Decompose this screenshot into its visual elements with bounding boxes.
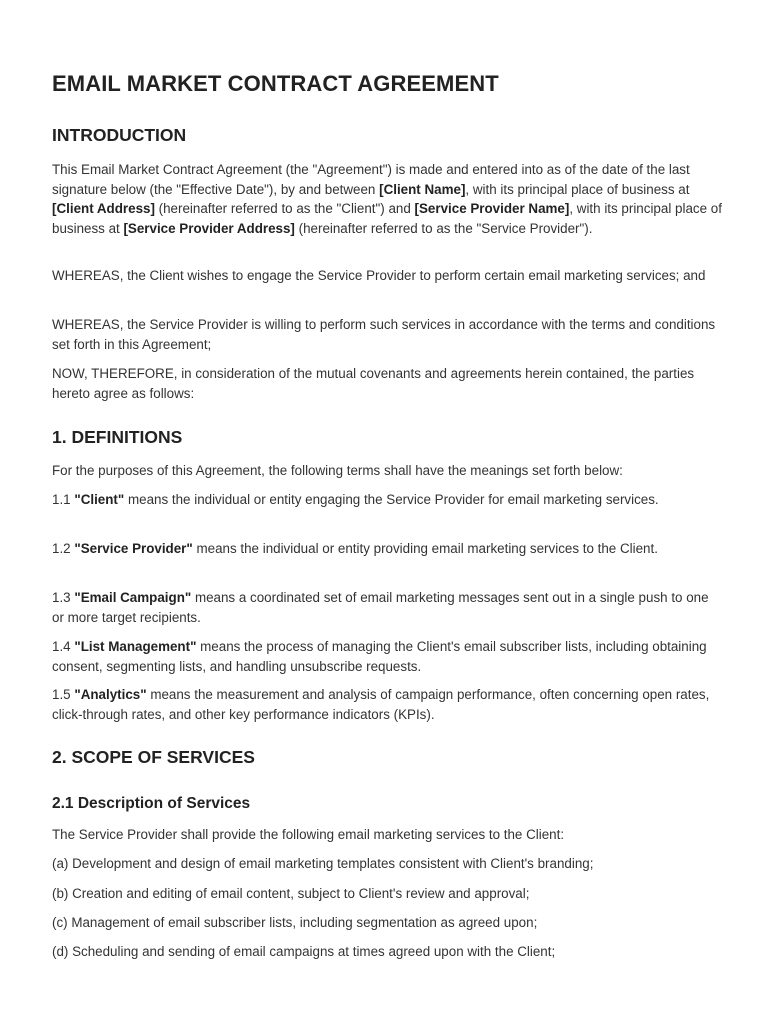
scope-item-d: (d) Scheduling and sending of email campaigns at times agreed upon with the Client; [52, 944, 556, 959]
definitions-intro: For the purposes of this Agreement, the following terms shall have the meanings set forth below: [52, 463, 623, 478]
definition-item-client: 1.1 "Client" means the individual or entity engaging the Service Provider for email marketing services. [52, 492, 659, 507]
introduction-heading: INTRODUCTION [52, 125, 187, 145]
whereas-clause-1: WHEREAS, the Client wishes to engage the Service Provider to perform certain email marketing services; and [52, 268, 706, 283]
scope-item-c: (c) Management of email subscriber lists, including segmentation as agreed upon; [52, 915, 538, 930]
whereas-clause-2: WHEREAS, the Service Provider is willing to perform such services in accordance with the terms and conditions set forth in this Agreement; [52, 317, 716, 352]
definition-item-analytics: 1.5 "Analytics" means the measurement and analysis of campaign performance, often concerning open rates, click-through rates, and other key performance indicators (KPIs). [52, 687, 710, 722]
definition-item-list-management: 1.4 "List Management" means the process of managing the Client's email subscriber lists, including obtaining consent, segmenting lists, and handling unsubscribe requests. [52, 639, 707, 674]
client-name-placeholder: [Client Name] [379, 181, 466, 197]
definition-item-email-campaign: 1.3 "Email Campaign" means a coordinated set of email marketing messages sent out in a single push to one or more target recipients. [52, 590, 709, 625]
scope-intro: The Service Provider shall provide the following email marketing services to the Client: [52, 827, 565, 842]
now-therefore-clause: NOW, THEREFORE, in consideration of the mutual covenants and agreements herein contained, the parties hereto agree as follows: [52, 366, 695, 401]
scope-item-b: (b) Creation and editing of email content, subject to Client's review and approval; [52, 886, 530, 901]
client-address-placeholder: [Client Address] [52, 201, 155, 216]
introduction-paragraph: This Email Market Contract Agreement (the "Agreement") is made and entered into as of the date of the last signature below (the "Effective Date"), by and between [Client Name], with its principal place of business at [Client Address] (hereinafter referred to as the "Client") and [Service Provider Name], with its principal place of business at [Service Provider Address] (hereinafter referred to as the "Service Provider"). [52, 162, 722, 236]
service-provider-name-placeholder: [Service Provider Name] [414, 201, 570, 216]
definition-item-service-provider: 1.2 "Service Provider" means the individual or entity providing email marketing services to the Client. [52, 541, 658, 556]
scope-item-a: (a) Development and design of email marketing templates consistent with Client's branding; [52, 856, 594, 871]
scope-heading: 2. SCOPE OF SERVICES [52, 747, 255, 767]
service-provider-address-placeholder: [Service Provider Address] [123, 220, 295, 236]
document-title: EMAIL MARKET CONTRACT AGREEMENT [52, 71, 499, 96]
definitions-heading: 1. DEFINITIONS [52, 427, 183, 447]
scope-subheading: 2.1 Description of Services [52, 795, 251, 812]
